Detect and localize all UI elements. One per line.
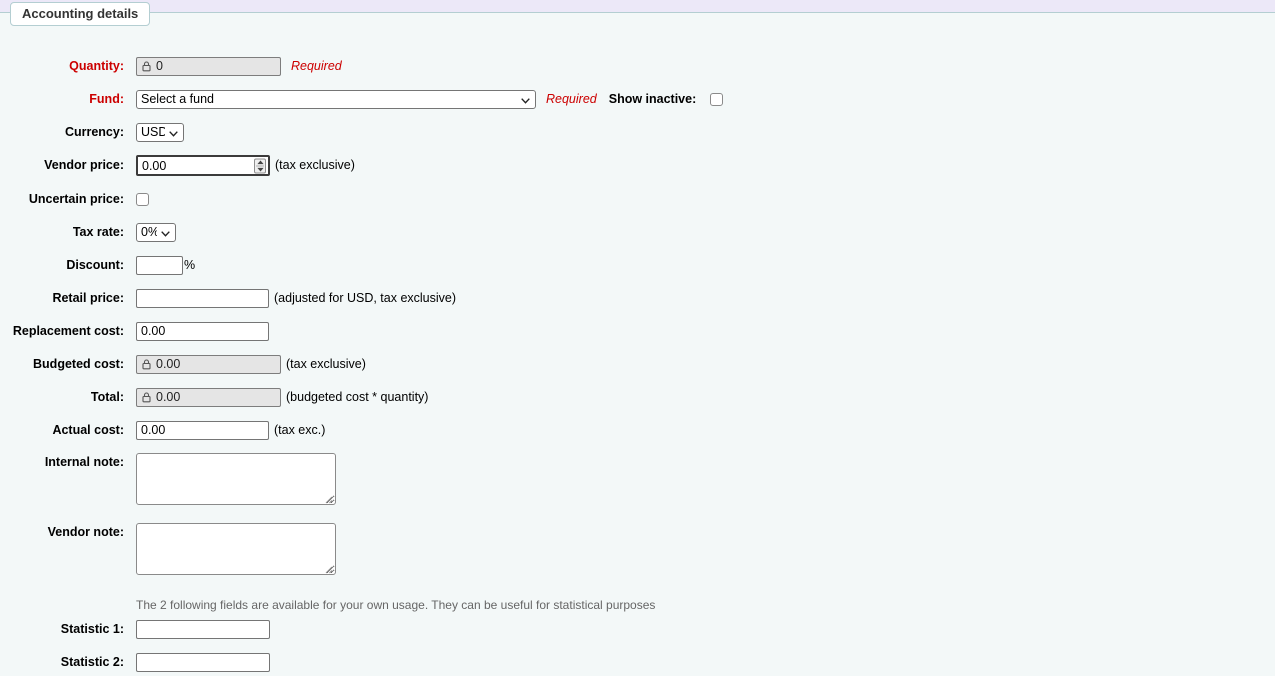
internal-note-textarea[interactable] bbox=[136, 453, 336, 505]
uncertain-price-row bbox=[0, 189, 1275, 209]
retail-price-hint: (adjusted for USD, tax exclusive) bbox=[274, 290, 457, 305]
statistic-2-row bbox=[0, 652, 1275, 672]
uncertain-price-label: Uncertain price: bbox=[28, 191, 124, 206]
accounting-details-fieldset bbox=[0, 6, 1275, 672]
total-value: 0.00 bbox=[156, 390, 181, 404]
retail-price-input[interactable] bbox=[136, 289, 269, 308]
tax-rate-row bbox=[0, 222, 1275, 242]
total-label: Total: bbox=[90, 389, 124, 404]
currency-select-wrap bbox=[136, 123, 184, 142]
vendor-note-textarea[interactable] bbox=[136, 523, 336, 575]
number-spinner[interactable] bbox=[254, 158, 266, 173]
statistic-2-input[interactable] bbox=[136, 653, 270, 672]
replacement-cost-label: Replacement cost: bbox=[12, 323, 124, 338]
budgeted-cost-label: Budgeted cost: bbox=[33, 356, 124, 371]
tax-rate-label: Tax rate: bbox=[72, 224, 124, 239]
vendor-price-hint: (tax exclusive) bbox=[275, 158, 355, 172]
vendor-price-input[interactable] bbox=[136, 155, 270, 176]
actual-cost-input[interactable] bbox=[136, 421, 269, 440]
discount-percent-suffix: % bbox=[184, 258, 196, 272]
replacement-cost-input[interactable] bbox=[136, 322, 269, 341]
quantity-label: Quantity: bbox=[69, 58, 124, 73]
vendor-note-label: Vendor note: bbox=[47, 525, 124, 539]
quantity-value: 0 bbox=[156, 59, 163, 73]
statistics-hint-text: The 2 following fields are available for your own usage. They can be useful for statistical purposes bbox=[136, 598, 656, 612]
show-inactive-checkbox[interactable] bbox=[710, 93, 723, 106]
uncertain-price-checkbox[interactable] bbox=[136, 193, 149, 206]
page-background-strip bbox=[0, 0, 1275, 13]
spinner-divider bbox=[256, 165, 264, 166]
fund-select[interactable] bbox=[137, 91, 535, 108]
discount-row bbox=[0, 255, 1275, 275]
fund-row bbox=[0, 89, 1275, 109]
statistic-1-input[interactable] bbox=[136, 620, 270, 639]
total-row bbox=[0, 387, 1275, 407]
currency-row bbox=[0, 122, 1275, 142]
currency-select[interactable] bbox=[137, 124, 183, 141]
total-locked-input bbox=[136, 388, 281, 407]
internal-note-row bbox=[0, 453, 1275, 510]
form-rows bbox=[0, 56, 1275, 672]
quantity-required-text: Required bbox=[291, 58, 342, 73]
currency-label: Currency: bbox=[64, 124, 124, 139]
statistic-1-label: Statistic 1: bbox=[60, 621, 124, 636]
vendor-price-row bbox=[0, 155, 1275, 176]
vendor-price-label: Vendor price: bbox=[44, 158, 124, 172]
show-inactive-label: Show inactive: bbox=[608, 92, 697, 106]
replacement-cost-row bbox=[0, 321, 1275, 341]
tax-rate-select-wrap bbox=[136, 223, 176, 242]
budgeted-cost-hint: (tax exclusive) bbox=[286, 356, 366, 371]
fund-select-wrap bbox=[136, 90, 536, 109]
quantity-row bbox=[0, 56, 1275, 76]
quantity-locked-input bbox=[136, 57, 281, 76]
vendor-price-input-wrap bbox=[136, 155, 270, 176]
fieldset-legend: Accounting details bbox=[10, 2, 150, 26]
statistic-2-label: Statistic 2: bbox=[60, 654, 124, 669]
vendor-note-row bbox=[0, 523, 1275, 580]
lock-icon bbox=[142, 359, 151, 370]
total-hint: (budgeted cost * quantity) bbox=[286, 389, 429, 404]
internal-note-label: Internal note: bbox=[44, 455, 124, 469]
lock-icon bbox=[142, 392, 151, 403]
budgeted-cost-row bbox=[0, 354, 1275, 374]
fund-required-text: Required bbox=[546, 91, 597, 106]
statistic-1-row bbox=[0, 619, 1275, 639]
actual-cost-label: Actual cost: bbox=[52, 422, 124, 437]
actual-cost-row bbox=[0, 420, 1275, 440]
actual-cost-hint: (tax exc.) bbox=[274, 422, 326, 437]
lock-icon bbox=[142, 61, 151, 72]
fund-label: Fund: bbox=[89, 91, 124, 106]
spinner-up-icon bbox=[257, 160, 264, 164]
tax-rate-select[interactable] bbox=[137, 224, 175, 241]
spinner-down-icon bbox=[257, 167, 264, 171]
discount-label: Discount: bbox=[66, 257, 124, 272]
vendor-note-textarea-wrap bbox=[136, 523, 336, 580]
budgeted-cost-locked-input bbox=[136, 355, 281, 374]
retail-price-row bbox=[0, 288, 1275, 308]
retail-price-label: Retail price: bbox=[52, 290, 124, 305]
discount-input[interactable] bbox=[136, 256, 183, 275]
budgeted-cost-value: 0.00 bbox=[156, 357, 181, 371]
internal-note-textarea-wrap bbox=[136, 453, 336, 510]
